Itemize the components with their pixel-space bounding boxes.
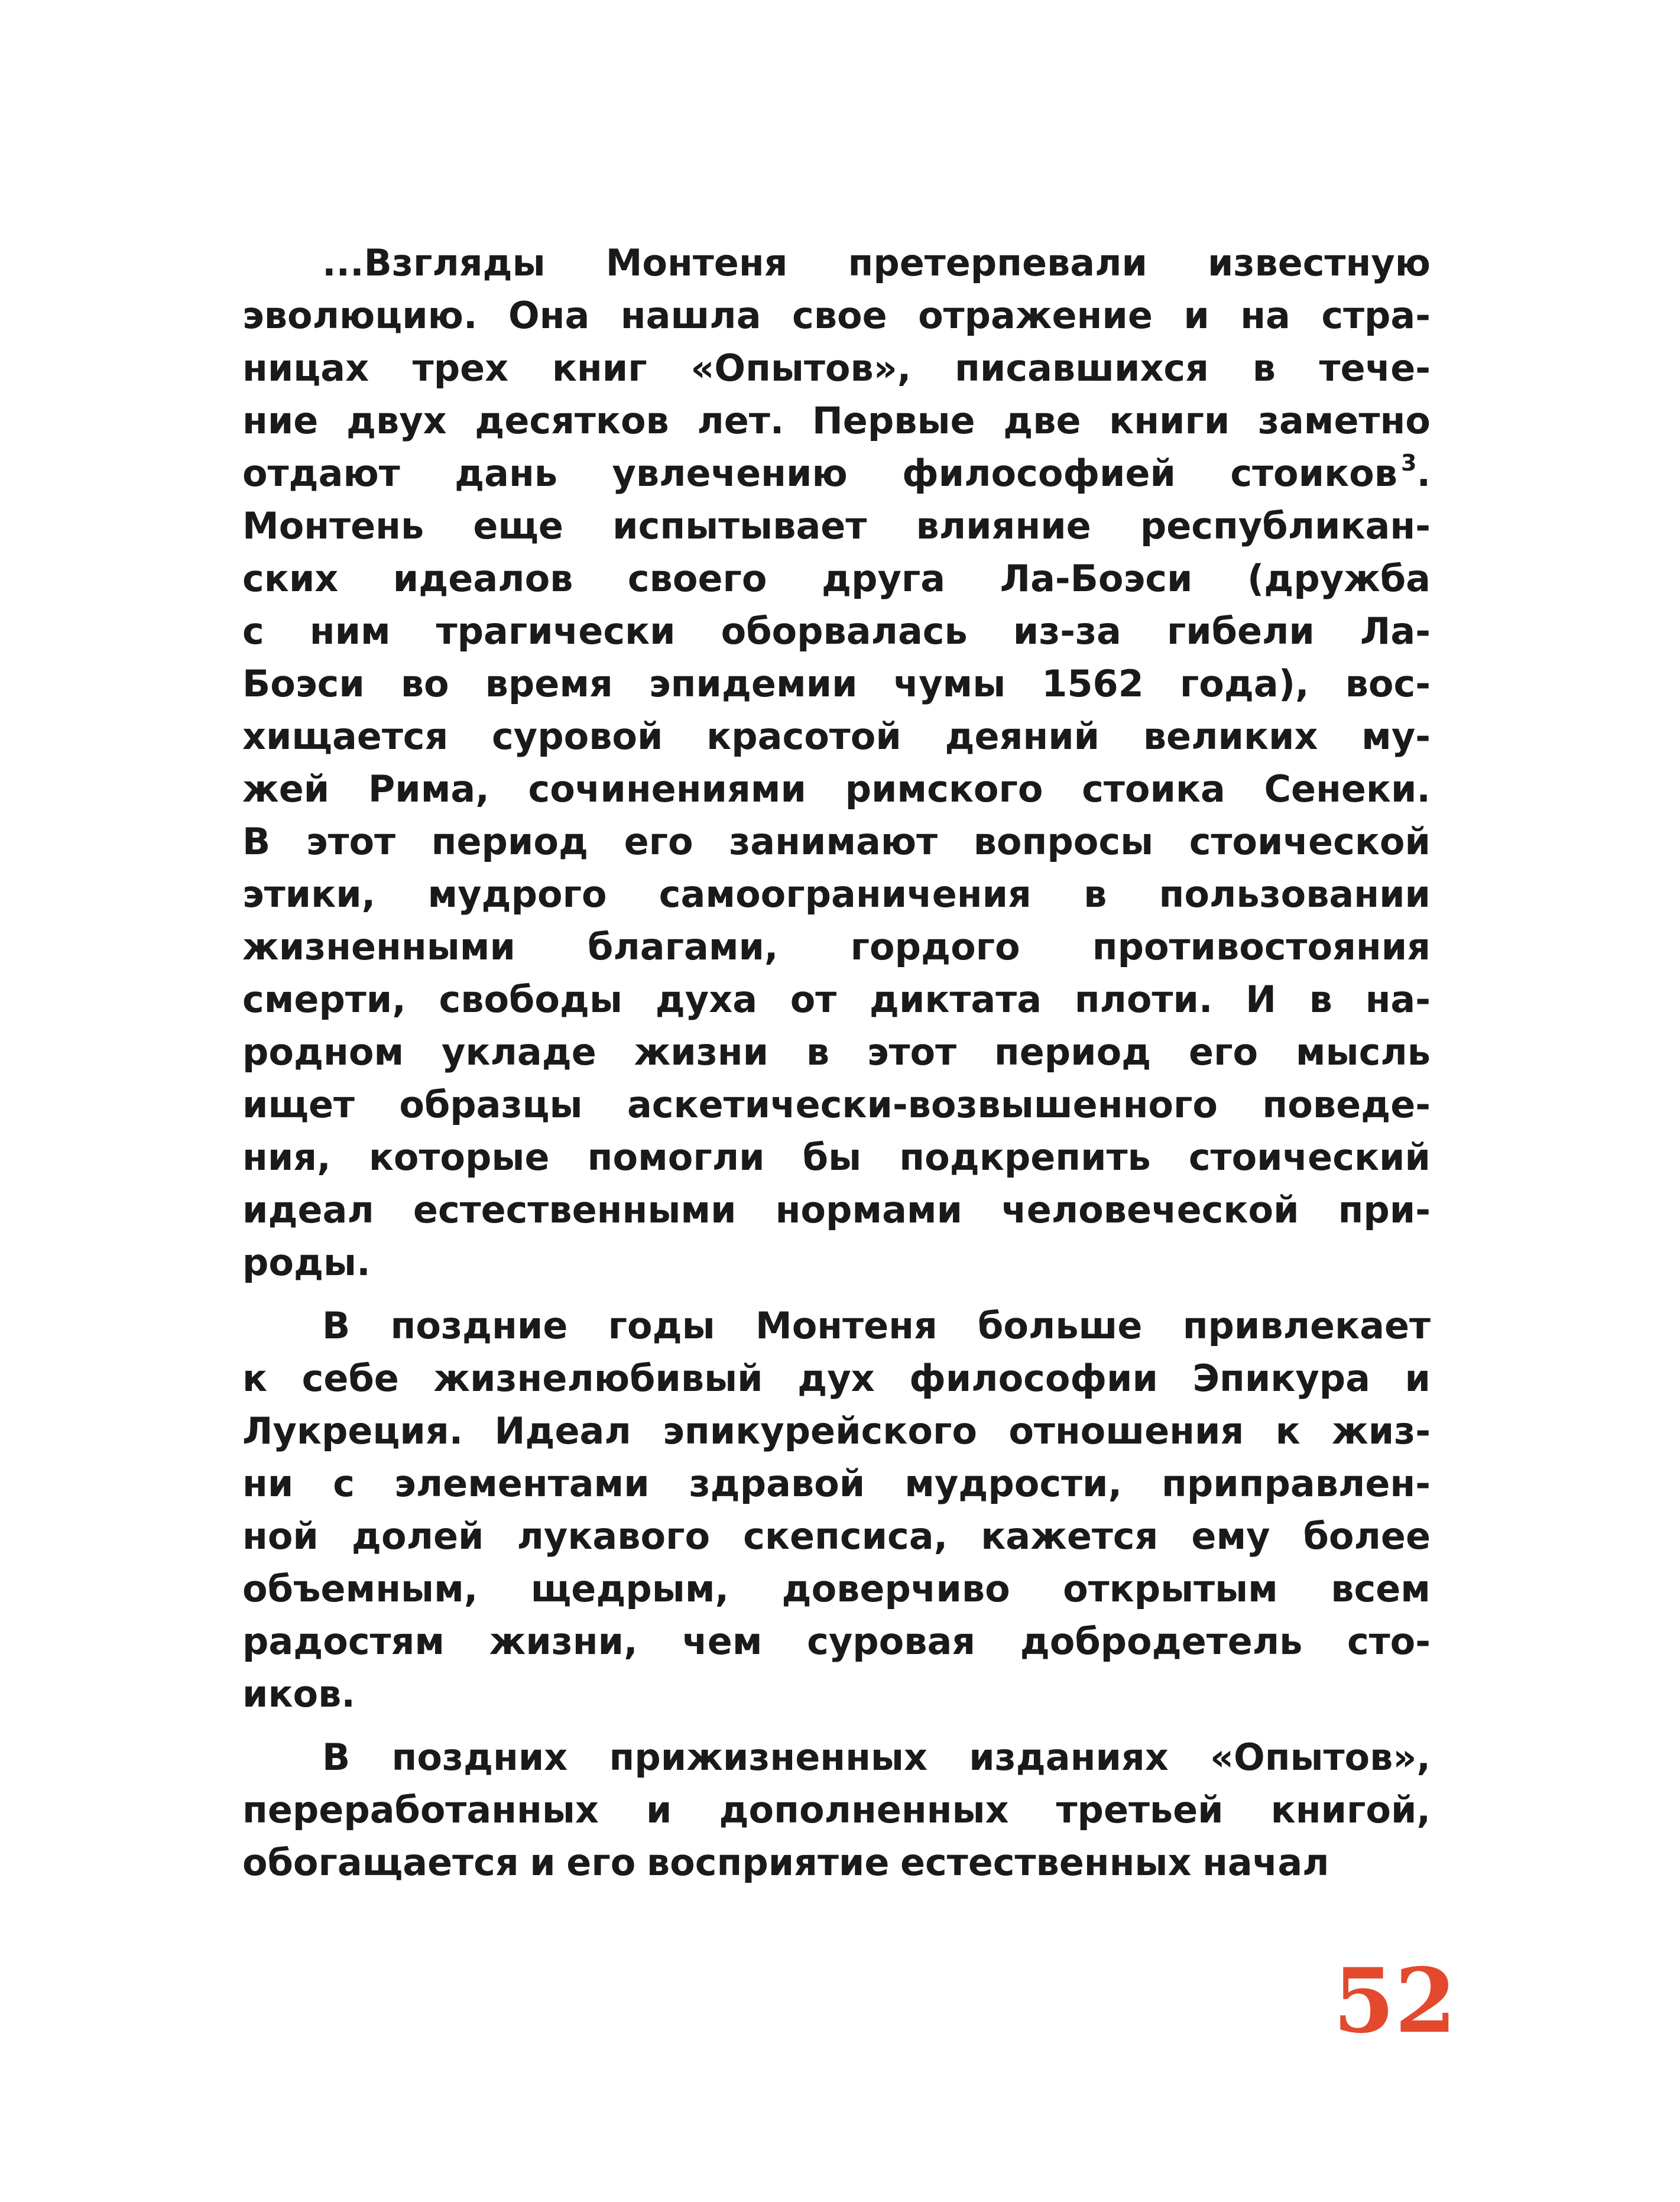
text-line <box>242 394 1431 447</box>
word: И <box>1246 978 1277 1021</box>
text-line <box>242 763 1431 815</box>
word: книгой, <box>1270 1788 1431 1831</box>
word: больше <box>978 1304 1143 1347</box>
word: духа <box>655 978 758 1021</box>
word: восприятие <box>646 1841 890 1884</box>
paragraph <box>242 1299 1431 1720</box>
word: великих <box>1143 715 1318 758</box>
word: занимают <box>729 820 938 863</box>
word: Монтеня <box>605 241 788 284</box>
word: претерпевали <box>848 241 1147 284</box>
word: отдают <box>242 452 400 495</box>
word: прижизненных <box>609 1736 927 1779</box>
text-line <box>242 710 1431 763</box>
word: стоический <box>1188 1136 1431 1179</box>
text-line <box>242 868 1431 920</box>
word: иков. <box>242 1672 355 1715</box>
word: двух <box>346 399 447 442</box>
word: обогащается <box>242 1841 519 1884</box>
word: противостояния <box>1092 925 1431 968</box>
word: переработанных <box>242 1788 599 1831</box>
text-line <box>242 1026 1431 1078</box>
word: укладе <box>441 1030 596 1074</box>
word: период <box>431 820 589 863</box>
word: стоика <box>1082 767 1225 810</box>
word: доверчиво <box>781 1567 1010 1610</box>
word: стоической <box>1189 820 1431 863</box>
word: годы <box>608 1304 715 1347</box>
word: гибели <box>1166 609 1315 653</box>
text-line <box>242 1183 1431 1236</box>
word: жизни, <box>489 1620 638 1663</box>
word: ни <box>242 1462 294 1505</box>
word: еще <box>473 504 563 547</box>
word: деяний <box>945 715 1100 758</box>
word: к <box>242 1357 268 1400</box>
text-line <box>242 657 1431 710</box>
word: стра- <box>1321 294 1431 337</box>
word: В <box>322 1736 351 1779</box>
word: Идеал <box>494 1409 631 1452</box>
word: третьей <box>1056 1788 1224 1831</box>
word: «Опытов», <box>1209 1736 1431 1779</box>
word: эпидемии <box>648 662 858 705</box>
word: дополненных <box>719 1788 1009 1831</box>
word: жей <box>242 767 330 810</box>
word: жизнелюбивый <box>433 1357 763 1400</box>
body-text <box>242 236 1431 1889</box>
word: и <box>646 1788 672 1831</box>
word: хищается <box>242 715 449 758</box>
word: более <box>1303 1515 1431 1558</box>
word: с <box>242 609 264 653</box>
text-line <box>242 1457 1431 1510</box>
word: начал <box>1202 1841 1329 1884</box>
word: подкрепить <box>899 1136 1151 1179</box>
word: время <box>485 662 613 705</box>
word: его <box>1189 1030 1259 1074</box>
word: кажется <box>981 1515 1159 1558</box>
text-line <box>242 1562 1431 1615</box>
word: увлечению <box>612 452 848 495</box>
word: период <box>994 1030 1152 1074</box>
word: трагически <box>436 609 676 653</box>
text-line <box>242 1668 1431 1720</box>
word: его <box>624 820 693 863</box>
text-line <box>242 1783 1431 1836</box>
word: нашла <box>620 294 761 337</box>
word: помогли <box>587 1136 765 1179</box>
word: всем <box>1331 1567 1431 1610</box>
word: чумы <box>893 662 1006 705</box>
text-line <box>242 1405 1431 1457</box>
word: смерти, <box>242 978 406 1021</box>
word: этот <box>306 820 396 863</box>
word: писавшихся <box>955 346 1209 390</box>
word: (дружба <box>1247 557 1431 600</box>
text-line <box>242 342 1431 394</box>
word: диктата <box>869 978 1042 1021</box>
word: стоиков $^3$. <box>1230 450 1431 495</box>
page-number: 52 <box>1333 1949 1457 2053</box>
text-line <box>242 1615 1431 1668</box>
word: плоти. <box>1074 978 1213 1021</box>
word: ние <box>242 399 319 442</box>
word: поздние <box>390 1304 568 1347</box>
word: ...Взгляды <box>322 241 546 284</box>
word: суровая <box>807 1620 976 1663</box>
word: отношения <box>1008 1409 1244 1452</box>
word: родном <box>242 1030 404 1074</box>
paragraph <box>242 236 1431 1289</box>
word: мудрости, <box>904 1462 1123 1505</box>
word: к <box>1275 1409 1300 1452</box>
word: дух <box>797 1357 875 1400</box>
word: философии <box>909 1357 1158 1400</box>
word: римского <box>845 767 1043 810</box>
word: лукавого <box>517 1515 711 1558</box>
word: долей <box>351 1515 484 1558</box>
word: известную <box>1208 241 1431 284</box>
word: от <box>790 978 837 1021</box>
word: этот <box>867 1030 957 1074</box>
word: в <box>1084 873 1107 916</box>
word: ним <box>309 609 391 653</box>
word: из-за <box>1013 609 1121 653</box>
word: радостям <box>242 1620 445 1663</box>
text-line <box>242 447 1431 500</box>
word: и <box>1405 1357 1431 1400</box>
word: трех <box>412 346 509 390</box>
text-line <box>242 1731 1431 1783</box>
word: ему <box>1191 1515 1270 1558</box>
word: элементами <box>394 1462 650 1505</box>
word: лет. <box>697 399 784 442</box>
word: В <box>322 1304 351 1347</box>
word: изданиях <box>969 1736 1169 1779</box>
word: привлекает <box>1182 1304 1431 1347</box>
word: этики, <box>242 873 376 916</box>
text-line <box>242 1236 1431 1289</box>
word: самоограничения <box>659 873 1032 916</box>
word: Сенеки. <box>1264 767 1431 810</box>
word: Монтеня <box>755 1304 938 1347</box>
text-line <box>242 605 1431 657</box>
word: идеал <box>242 1188 374 1231</box>
word: эволюцию. <box>242 294 478 337</box>
word: благами, <box>588 925 779 968</box>
footnote-mark: 3 <box>1400 450 1417 476</box>
word: В <box>242 820 271 863</box>
word: идеалов <box>393 557 573 600</box>
word: щедрым, <box>530 1567 729 1610</box>
word: жизни <box>634 1030 769 1074</box>
word: жиз- <box>1332 1409 1431 1452</box>
word: образцы <box>399 1083 583 1126</box>
word: пользовании <box>1159 873 1431 916</box>
word: ной <box>242 1515 319 1558</box>
word: поведе- <box>1262 1083 1431 1126</box>
word: при- <box>1338 1188 1431 1231</box>
word: сочинениями <box>528 767 806 810</box>
footnote-punctuation: . <box>1416 452 1431 495</box>
word: отражение <box>918 294 1153 337</box>
word: му- <box>1361 715 1431 758</box>
word: Ла-Боэси <box>1000 557 1193 600</box>
word: аскетически-возвышенного <box>627 1083 1218 1126</box>
word: оборвалась <box>721 609 968 653</box>
word: философией <box>902 452 1176 495</box>
word: республикан- <box>1140 504 1431 547</box>
word: роды. <box>242 1241 371 1284</box>
word: открытым <box>1063 1567 1278 1610</box>
word: свое <box>792 294 887 337</box>
word: гордого <box>850 925 1020 968</box>
word: мысль <box>1295 1030 1431 1074</box>
word: Лукреция. <box>242 1409 463 1452</box>
word: и <box>1183 294 1209 337</box>
word: книги <box>1109 399 1230 442</box>
word: естественными <box>413 1188 737 1231</box>
word: в <box>806 1030 830 1074</box>
word: ницах <box>242 346 369 390</box>
word: нормами <box>775 1188 963 1231</box>
word: вос- <box>1345 662 1431 705</box>
word: дань <box>455 452 558 495</box>
word: Эпикура <box>1192 1357 1370 1400</box>
text-line <box>242 1352 1431 1405</box>
word: с <box>333 1462 355 1505</box>
word: две <box>1003 399 1081 442</box>
paragraph <box>242 1731 1431 1889</box>
text-line <box>242 1836 1431 1889</box>
text-line <box>242 500 1431 552</box>
word: эпикурейского <box>663 1409 977 1452</box>
text-line <box>242 1299 1431 1352</box>
word: человеческой <box>1001 1188 1299 1231</box>
word: объемным, <box>242 1567 478 1610</box>
word: и <box>530 1841 556 1884</box>
text-line <box>242 973 1431 1026</box>
word: ских <box>242 557 339 600</box>
word: испытывает <box>612 504 867 547</box>
word: во <box>400 662 449 705</box>
word: заметно <box>1257 399 1431 442</box>
word: в <box>1252 346 1276 390</box>
word: Первые <box>812 399 975 442</box>
word: в <box>1309 978 1332 1021</box>
word: ищет <box>242 1083 355 1126</box>
word: на <box>1240 294 1290 337</box>
word: себе <box>301 1357 399 1400</box>
word: тече- <box>1319 346 1431 390</box>
word: десятков <box>475 399 669 442</box>
word: года), <box>1179 662 1309 705</box>
word: здравой <box>689 1462 865 1505</box>
text-line <box>242 1078 1431 1131</box>
word: 1562 <box>1042 662 1144 705</box>
word: Ла- <box>1360 609 1431 653</box>
text-line <box>242 236 1431 289</box>
word: жизненными <box>242 925 515 968</box>
word: скепсиса, <box>743 1515 948 1558</box>
word: суровой <box>492 715 663 758</box>
word: на- <box>1365 978 1431 1021</box>
text-line <box>242 815 1431 868</box>
text-line <box>242 920 1431 973</box>
word: Монтень <box>242 504 424 547</box>
word: которые <box>368 1136 550 1179</box>
word: ния, <box>242 1136 331 1179</box>
word: книг <box>552 346 647 390</box>
word: влияние <box>916 504 1091 547</box>
word: его <box>566 1841 636 1884</box>
word: Она <box>508 294 590 337</box>
word: чем <box>682 1620 763 1663</box>
word: своего <box>627 557 767 600</box>
text-line <box>242 1510 1431 1562</box>
word: бы <box>802 1136 862 1179</box>
word: мудрого <box>427 873 607 916</box>
word: сто- <box>1347 1620 1431 1663</box>
word: вопросы <box>973 820 1154 863</box>
text-line <box>242 289 1431 342</box>
word: друга <box>822 557 946 600</box>
word: красотой <box>706 715 901 758</box>
text-line <box>242 1131 1431 1183</box>
word: естественных <box>900 1841 1192 1884</box>
word: Рима, <box>368 767 489 810</box>
word: «Опытов», <box>690 346 912 390</box>
word: поздних <box>391 1736 568 1779</box>
word: добродетель <box>1020 1620 1303 1663</box>
word: Боэси <box>242 662 365 705</box>
word: свободы <box>439 978 623 1021</box>
text-line <box>242 552 1431 605</box>
word: приправлен- <box>1161 1462 1431 1505</box>
